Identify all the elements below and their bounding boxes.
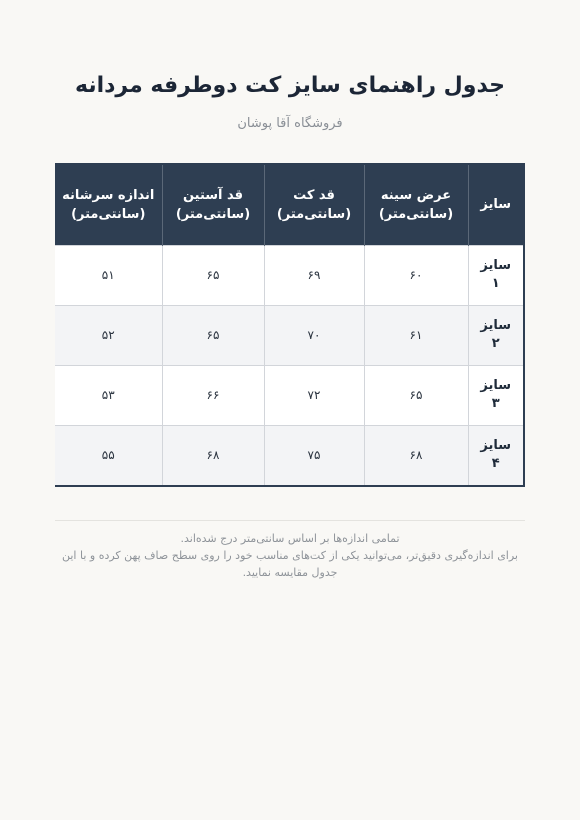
jacket-length-value: ۶۹ <box>264 245 364 305</box>
size-label: سایز ۴ <box>468 425 523 485</box>
header-jacket-length: قد کت (سانتی‌متر) <box>264 165 364 245</box>
sleeve-length-value: ۶۵ <box>162 245 264 305</box>
size-table-container <box>55 163 525 487</box>
size-label: سایز ۲ <box>468 305 523 365</box>
shoulder-width-value: ۵۲ <box>55 305 162 365</box>
header-chest-width: عرض سینه (سانتی‌متر) <box>364 165 468 245</box>
sleeve-length-value: ۶۶ <box>162 365 264 425</box>
page-title: جدول راهنمای سایز کت دوطرفه مردانه <box>74 73 506 98</box>
table-row <box>55 425 523 485</box>
chest-width-value: ۶۵ <box>364 365 468 425</box>
shoulder-width-value: ۵۵ <box>55 425 162 485</box>
shoulder-width-value: ۵۳ <box>55 365 162 425</box>
jacket-length-value: ۷۵ <box>264 425 364 485</box>
sleeve-length-value: ۶۸ <box>162 425 264 485</box>
footnote-measuring-tip: برای اندازه‌گیری دقیق‌تر، می‌توانید یکی از کت‌های مناسب خود را روی سطح صاف پهن کرده و با این جدول مقایسه نمایید. <box>61 549 518 579</box>
shoulder-width-value: ۵۱ <box>55 245 162 305</box>
header-sleeve-length: قد آستین (سانتی‌متر) <box>162 165 264 245</box>
header-size: سایز <box>468 165 523 245</box>
footer-divider <box>55 520 525 521</box>
footnote-units: تمامی اندازه‌ها بر اساس سانتی‌متر درج شده‌اند. <box>180 532 400 545</box>
footnote <box>60 530 520 581</box>
store-name: فروشگاه آقا پوشان <box>237 116 343 131</box>
table-row <box>55 365 523 425</box>
size-label: سایز ۳ <box>468 365 523 425</box>
table-row <box>55 245 523 305</box>
chest-width-value: ۶۰ <box>364 245 468 305</box>
jacket-length-value: ۷۲ <box>264 365 364 425</box>
chest-width-value: ۶۸ <box>364 425 468 485</box>
chest-width-value: ۶۱ <box>364 305 468 365</box>
size-table <box>55 165 523 485</box>
sleeve-length-value: ۶۵ <box>162 305 264 365</box>
table-row <box>55 305 523 365</box>
header-shoulder-width: اندازه سرشانه (سانتی‌متر) <box>55 165 162 245</box>
table-header-row <box>55 165 523 245</box>
size-label: سایز ۱ <box>468 245 523 305</box>
jacket-length-value: ۷۰ <box>264 305 364 365</box>
